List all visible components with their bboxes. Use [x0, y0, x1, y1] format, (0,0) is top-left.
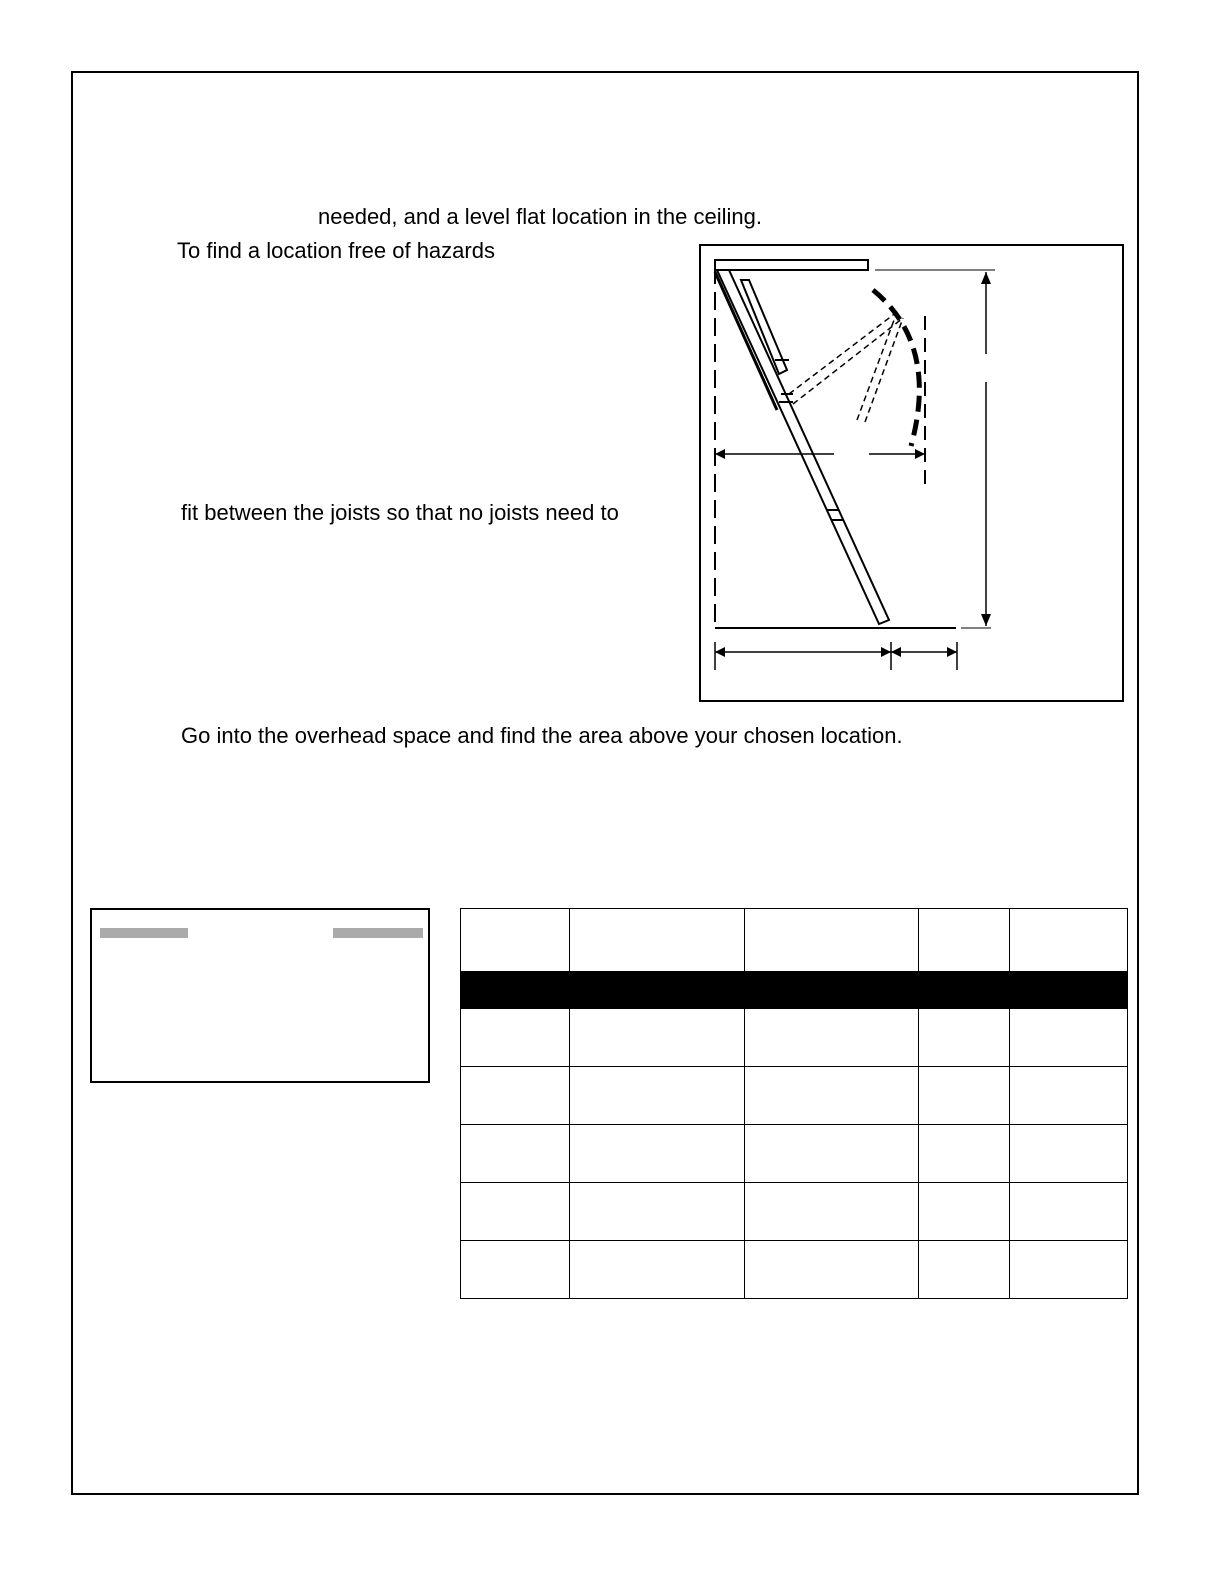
table-cell [461, 1241, 570, 1299]
table-cell [570, 1125, 745, 1183]
table-cell [919, 1009, 1010, 1067]
table-header-cell [570, 909, 745, 972]
info-box [90, 908, 430, 1083]
table-cell [745, 1009, 919, 1067]
table-cell [1010, 1067, 1128, 1125]
table-cell [745, 1183, 919, 1241]
table-cell [570, 1009, 745, 1067]
table-row [461, 1067, 1128, 1125]
table-header-cell [461, 909, 570, 972]
table-cell [570, 1067, 745, 1125]
ceiling-door-panel [715, 260, 868, 270]
paragraph-line-find-location: To find a location free of hazards [177, 238, 495, 263]
foot-arrow-right [947, 647, 957, 657]
clearance-arrow-right [915, 449, 925, 459]
paragraph-line-overhead-space: Go into the overhead space and find the area above your chosen location. [181, 723, 903, 748]
ladder-diagram [699, 244, 1124, 702]
paragraph-line-fit-joists: fit between the joists so that no joists need to [181, 500, 619, 525]
foot-arrow-left [891, 647, 901, 657]
table-cell [461, 1125, 570, 1183]
table-row [461, 1125, 1128, 1183]
height-arrow-top [981, 272, 991, 284]
table-cell [745, 1067, 919, 1125]
height-arrow-bottom [981, 614, 991, 626]
table-cell [919, 1125, 1010, 1183]
table-cell [461, 1009, 570, 1067]
table-cell [919, 1183, 1010, 1241]
table-header-row [461, 909, 1128, 972]
table-cell [461, 1067, 570, 1125]
table-cell [745, 1241, 919, 1299]
swing-dashed-line-1 [789, 312, 897, 394]
clearance-arrow-left [715, 449, 725, 459]
table-cell [1010, 1183, 1128, 1241]
landing-arrow-left [715, 647, 725, 657]
paragraph-line-level-location: needed, and a level flat location in the ceiling. [318, 204, 762, 229]
table-header-cell [745, 909, 919, 972]
table-cell [919, 1067, 1010, 1125]
table-black-band [461, 972, 1128, 1009]
table-header-cell [1010, 909, 1128, 972]
table-header-cell [919, 909, 1010, 972]
table-row [461, 1009, 1128, 1067]
table-cell [1010, 1009, 1128, 1067]
table-cell [570, 1241, 745, 1299]
table-cell [745, 1125, 919, 1183]
landing-arrow-right [881, 647, 891, 657]
table-row [461, 1241, 1128, 1299]
table-cell [1010, 1241, 1128, 1299]
placeholder-bar-right [333, 928, 423, 938]
table-cell [570, 1183, 745, 1241]
table-black-band-cell [461, 972, 1128, 1009]
table-cell [919, 1241, 1010, 1299]
specification-table [460, 908, 1128, 1299]
ladder-lower-section [717, 270, 889, 624]
swing-arc [873, 290, 919, 446]
table-cell [461, 1183, 570, 1241]
placeholder-bar-left [100, 928, 188, 938]
table-row [461, 1183, 1128, 1241]
table-cell [1010, 1125, 1128, 1183]
